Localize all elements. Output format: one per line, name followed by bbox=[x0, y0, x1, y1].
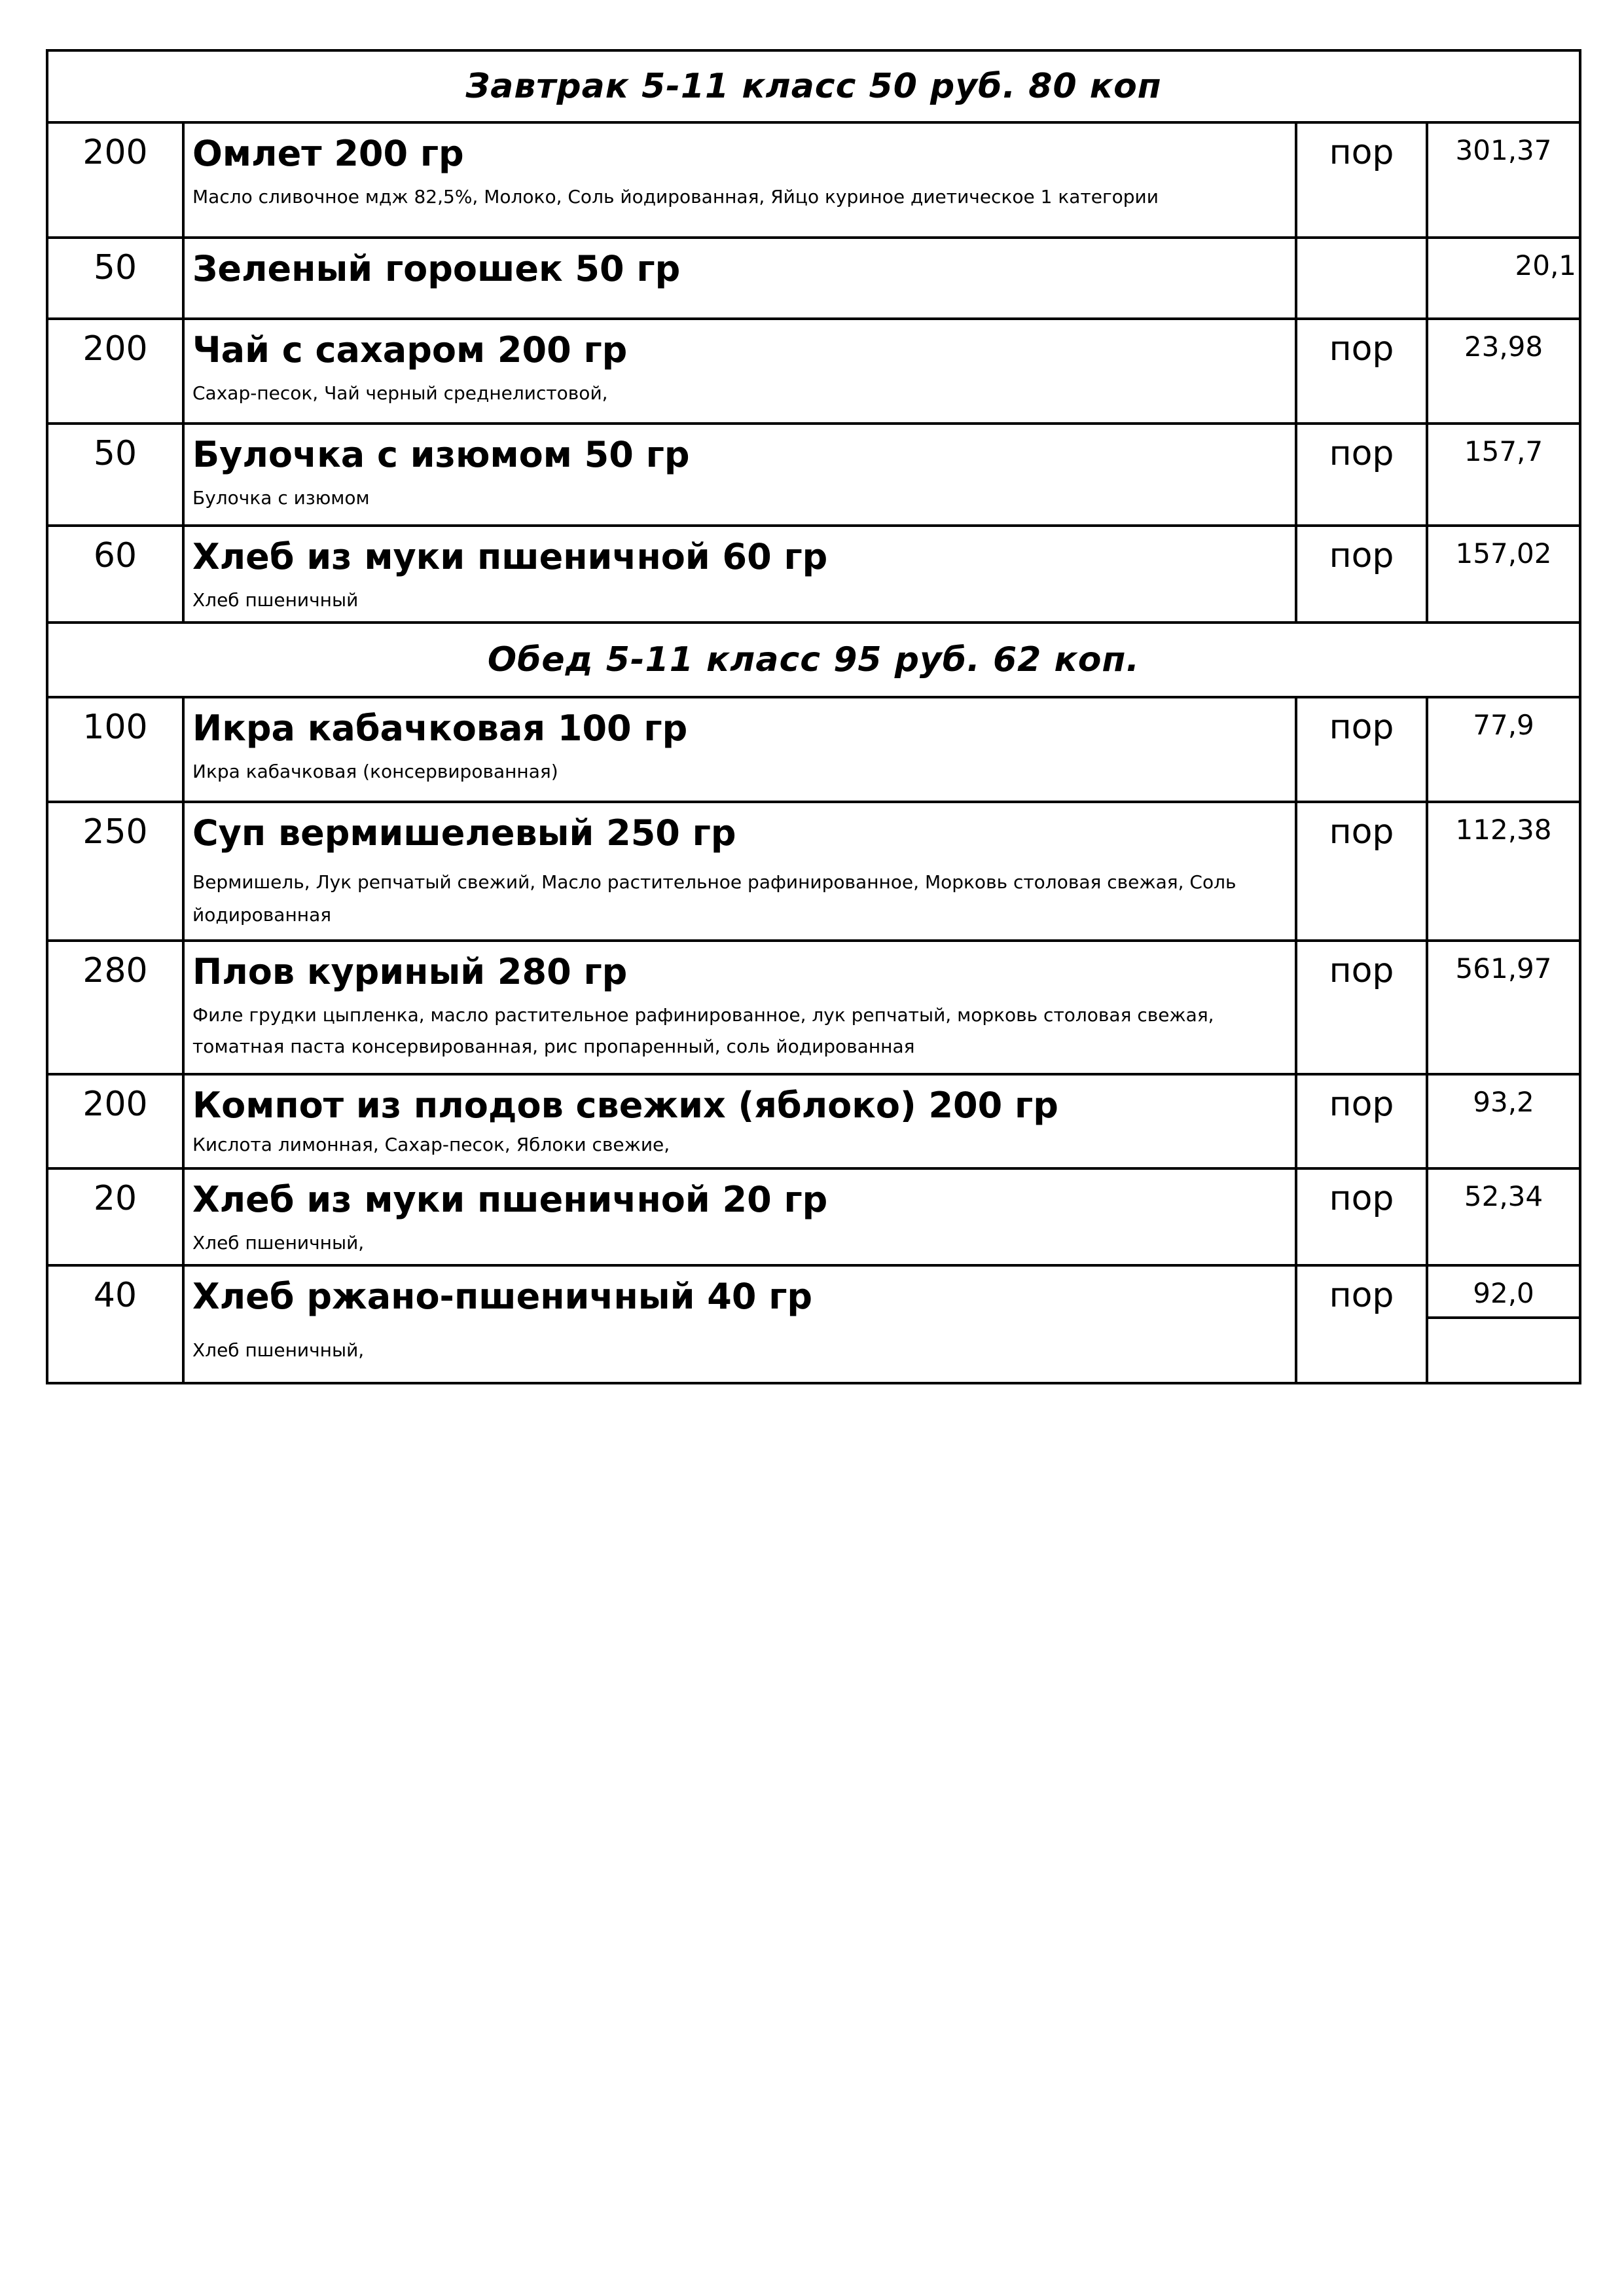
menu-table bbox=[46, 49, 1581, 1384]
item-ingredients: Кислота лимонная, Сахар-песок, Яблоки свежие, bbox=[192, 1134, 670, 1155]
item-description bbox=[183, 424, 1296, 526]
item-weight: 280 bbox=[47, 941, 183, 1074]
item-price: 20,1 bbox=[1427, 238, 1580, 319]
item-unit: пор bbox=[1296, 319, 1427, 424]
item-price: 301,37 bbox=[1427, 122, 1580, 238]
item-description bbox=[183, 526, 1296, 623]
item-ingredients: Вермишель, Лук репчатый свежий, Масло растительное рафинированное, Морковь столовая свежая, Соль йодированная bbox=[192, 871, 1236, 926]
item-weight: 50 bbox=[47, 424, 183, 526]
section-header-row bbox=[47, 623, 1580, 697]
item-weight: 200 bbox=[47, 1074, 183, 1168]
item-name: Зеленый горошек 50 гр bbox=[192, 248, 681, 289]
item-weight: 250 bbox=[47, 802, 183, 941]
item-price: 92,0 bbox=[1428, 1267, 1579, 1319]
item-price: 93,2 bbox=[1427, 1074, 1580, 1168]
item-weight: 60 bbox=[47, 526, 183, 623]
item-description bbox=[183, 1074, 1296, 1168]
item-ingredients: Филе грудки цыпленка, масло растительное рафинированное, лук репчатый, морковь столовая свежая, томатная паста консервированная, рис пропаренный, соль йодированная bbox=[192, 1004, 1214, 1057]
item-name: Суп вермишелевый 250 гр bbox=[192, 812, 736, 854]
item-name: Плов куриный 280 гр bbox=[192, 951, 628, 992]
item-price-cell bbox=[1427, 1265, 1580, 1383]
breakfast-title: Завтрак 5-11 класс 50 руб. 80 коп bbox=[47, 50, 1580, 122]
item-price: 157,02 bbox=[1427, 526, 1580, 623]
item-unit: пор bbox=[1296, 1074, 1427, 1168]
item-description bbox=[183, 697, 1296, 802]
item-name: Компот из плодов свежих (яблоко) 200 гр bbox=[192, 1085, 1058, 1126]
item-name: Хлеб из муки пшеничной 20 гр bbox=[192, 1179, 828, 1220]
item-ingredients: Сахар-песок, Чай черный среднелистовой, bbox=[192, 382, 608, 404]
item-unit: пор bbox=[1296, 1265, 1427, 1383]
item-ingredients: Икра кабачковая (консервированная) bbox=[192, 761, 558, 782]
item-unit: пор bbox=[1296, 1168, 1427, 1265]
item-price: 23,98 bbox=[1427, 319, 1580, 424]
item-ingredients: Масло сливочное мдж 82,5%, Молоко, Соль йодированная, Яйцо куриное диетическое 1 категории bbox=[192, 186, 1159, 208]
item-description bbox=[183, 319, 1296, 424]
item-unit: пор bbox=[1296, 122, 1427, 238]
item-weight: 20 bbox=[47, 1168, 183, 1265]
menu-row bbox=[47, 122, 1580, 238]
item-unit: пор bbox=[1296, 697, 1427, 802]
menu-row bbox=[47, 238, 1580, 319]
menu-row bbox=[47, 424, 1580, 526]
item-ingredients: Хлеб пшеничный bbox=[192, 589, 359, 611]
item-ingredients: Хлеб пшеничный, bbox=[192, 1232, 365, 1254]
item-weight: 50 bbox=[47, 238, 183, 319]
item-description bbox=[183, 1265, 1296, 1383]
item-price: 112,38 bbox=[1427, 802, 1580, 941]
item-price: 157,7 bbox=[1427, 424, 1580, 526]
item-name: Хлеб ржано-пшеничный 40 гр bbox=[192, 1276, 813, 1317]
section-header-row bbox=[47, 50, 1580, 122]
menu-row bbox=[47, 526, 1580, 623]
item-description bbox=[183, 941, 1296, 1074]
item-name: Чай с сахаром 200 гр bbox=[192, 329, 628, 370]
item-name: Омлет 200 гр bbox=[192, 133, 464, 174]
item-weight: 40 bbox=[47, 1265, 183, 1383]
item-description bbox=[183, 238, 1296, 319]
item-ingredients: Булочка с изюмом bbox=[192, 487, 370, 509]
menu-row bbox=[47, 1265, 1580, 1383]
menu-row bbox=[47, 697, 1580, 802]
item-description bbox=[183, 802, 1296, 941]
lunch-title: Обед 5-11 класс 95 руб. 62 коп. bbox=[47, 623, 1580, 697]
item-name: Икра кабачковая 100 гр bbox=[192, 708, 688, 749]
item-weight: 100 bbox=[47, 697, 183, 802]
item-price: 52,34 bbox=[1427, 1168, 1580, 1265]
item-weight: 200 bbox=[47, 122, 183, 238]
item-price: 77,9 bbox=[1427, 697, 1580, 802]
item-unit: пор bbox=[1296, 424, 1427, 526]
item-description bbox=[183, 122, 1296, 238]
item-name: Булочка с изюмом 50 гр bbox=[192, 434, 690, 475]
item-price: 561,97 bbox=[1427, 941, 1580, 1074]
menu-row bbox=[47, 941, 1580, 1074]
menu-row bbox=[47, 802, 1580, 941]
menu-row bbox=[47, 1074, 1580, 1168]
item-name: Хлеб из муки пшеничной 60 гр bbox=[192, 536, 828, 577]
item-description bbox=[183, 1168, 1296, 1265]
item-unit: пор bbox=[1296, 941, 1427, 1074]
item-unit bbox=[1296, 238, 1427, 319]
menu-row bbox=[47, 1168, 1580, 1265]
item-unit: пор bbox=[1296, 802, 1427, 941]
item-unit: пор bbox=[1296, 526, 1427, 623]
item-ingredients: Хлеб пшеничный, bbox=[192, 1339, 365, 1361]
menu-row bbox=[47, 319, 1580, 424]
item-weight: 200 bbox=[47, 319, 183, 424]
